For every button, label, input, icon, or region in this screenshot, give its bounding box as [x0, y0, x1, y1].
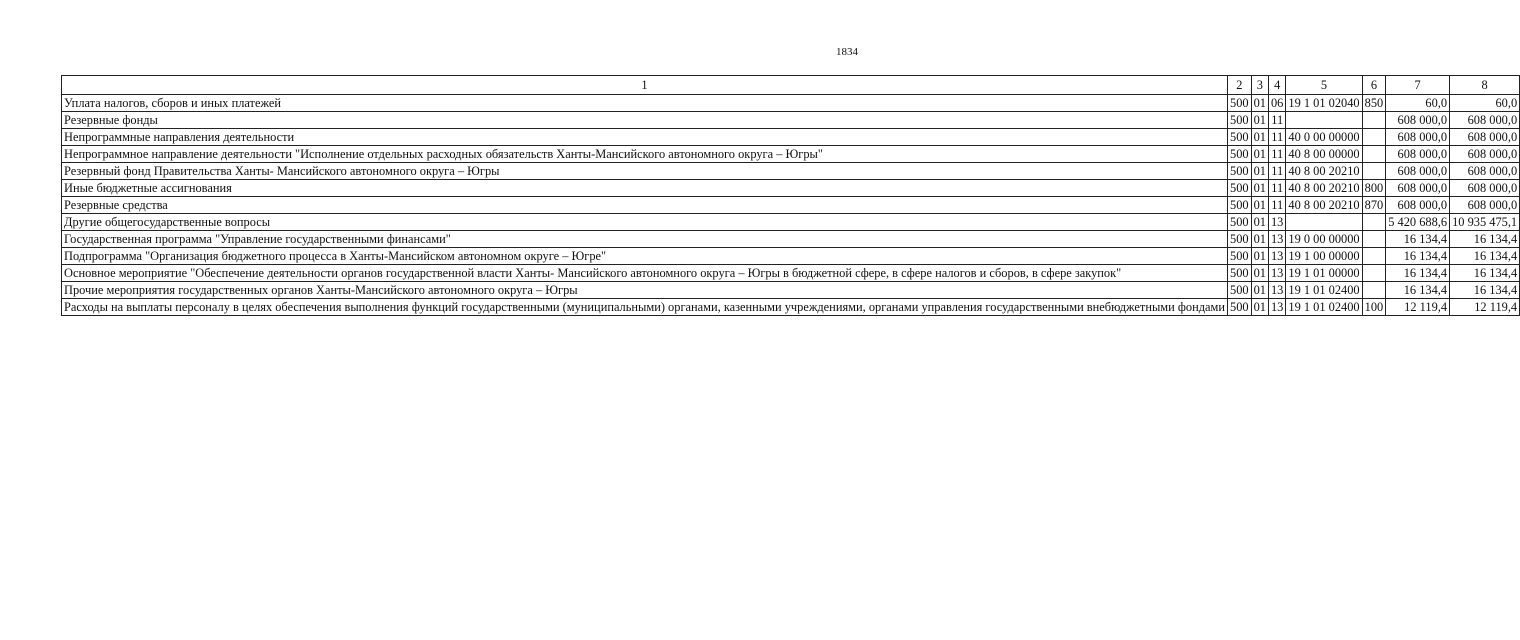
subsection-cell: 11 [1268, 129, 1285, 146]
table-header-row [62, 76, 1520, 95]
target-article-cell: 19 1 01 02040 [1286, 95, 1362, 112]
code-cell: 500 [1228, 197, 1252, 214]
table-row [62, 231, 1520, 248]
expense-type-cell [1362, 248, 1386, 265]
section-cell: 01 [1251, 112, 1268, 129]
amount-col-8-cell: 608 000,0 [1450, 180, 1520, 197]
target-article-cell [1286, 112, 1362, 129]
section-cell: 01 [1251, 146, 1268, 163]
code-cell: 500 [1228, 163, 1252, 180]
amount-col-8-cell: 16 134,4 [1450, 282, 1520, 299]
target-article-cell: 19 1 01 00000 [1286, 265, 1362, 282]
code-cell: 500 [1228, 112, 1252, 129]
section-cell: 01 [1251, 299, 1268, 316]
section-cell: 01 [1251, 282, 1268, 299]
header-col-3: 3 [1251, 76, 1268, 95]
table-row [62, 265, 1520, 282]
expense-type-cell [1362, 282, 1386, 299]
amount-col-7-cell: 16 134,4 [1386, 282, 1450, 299]
subsection-cell: 11 [1268, 146, 1285, 163]
table-row [62, 146, 1520, 163]
header-col-2: 2 [1228, 76, 1252, 95]
target-article-cell: 19 1 01 02400 [1286, 299, 1362, 316]
expense-type-cell: 100 [1362, 299, 1386, 316]
section-cell: 01 [1251, 231, 1268, 248]
header-col-8: 8 [1450, 76, 1520, 95]
page-number: 1834 [836, 46, 858, 58]
header-col-7: 7 [1386, 76, 1450, 95]
target-article-cell: 40 8 00 00000 [1286, 146, 1362, 163]
amount-col-7-cell: 60,0 [1386, 95, 1450, 112]
expense-type-cell: 850 [1362, 95, 1386, 112]
header-col-5: 5 [1286, 76, 1362, 95]
target-article-cell: 19 1 01 02400 [1286, 282, 1362, 299]
subsection-cell: 13 [1268, 214, 1285, 231]
subsection-cell: 06 [1268, 95, 1285, 112]
expense-type-cell: 800 [1362, 180, 1386, 197]
row-name-cell: Резервный фонд Правительства Ханты- Мансийского автономного округа – Югры [62, 163, 1228, 180]
amount-col-8-cell: 16 134,4 [1450, 265, 1520, 282]
code-cell: 500 [1228, 146, 1252, 163]
row-name-cell: Подпрограмма "Организация бюджетного процесса в Ханты-Мансийском автономном округе – Югре" [62, 248, 1228, 265]
expense-type-cell [1362, 265, 1386, 282]
section-cell: 01 [1251, 129, 1268, 146]
table-row [62, 214, 1520, 231]
code-cell: 500 [1228, 95, 1252, 112]
row-name-cell: Иные бюджетные ассигнования [62, 180, 1228, 197]
expense-type-cell [1362, 129, 1386, 146]
subsection-cell: 11 [1268, 112, 1285, 129]
code-cell: 500 [1228, 248, 1252, 265]
amount-col-8-cell: 16 134,4 [1450, 248, 1520, 265]
amount-col-7-cell: 608 000,0 [1386, 112, 1450, 129]
amount-col-7-cell: 608 000,0 [1386, 197, 1450, 214]
target-article-cell [1286, 214, 1362, 231]
header-col-6: 6 [1362, 76, 1386, 95]
code-cell: 500 [1228, 180, 1252, 197]
amount-col-8-cell: 608 000,0 [1450, 197, 1520, 214]
amount-col-8-cell: 608 000,0 [1450, 163, 1520, 180]
amount-col-7-cell: 12 119,4 [1386, 299, 1450, 316]
expense-type-cell [1362, 163, 1386, 180]
row-name-cell: Другие общегосударственные вопросы [62, 214, 1228, 231]
target-article-cell: 40 8 00 20210 [1286, 180, 1362, 197]
row-name-cell: Государственная программа "Управление государственными финансами" [62, 231, 1228, 248]
table-row [62, 180, 1520, 197]
code-cell: 500 [1228, 129, 1252, 146]
section-cell: 01 [1251, 214, 1268, 231]
amount-col-8-cell: 12 119,4 [1450, 299, 1520, 316]
row-name-cell: Уплата налогов, сборов и иных платежей [62, 95, 1228, 112]
amount-col-7-cell: 16 134,4 [1386, 265, 1450, 282]
row-name-cell: Основное мероприятие "Обеспечение деятельности органов государственной власти Ханты- Мансийского автономного округа – Югры в бюджетной сфере, в сфере налогов и сборов, в сфере закупок" [62, 265, 1228, 282]
target-article-cell: 19 1 00 00000 [1286, 248, 1362, 265]
header-col-1: 1 [62, 76, 1228, 95]
header-col-4: 4 [1268, 76, 1285, 95]
code-cell: 500 [1228, 282, 1252, 299]
table-row [62, 197, 1520, 214]
amount-col-8-cell: 16 134,4 [1450, 231, 1520, 248]
section-cell: 01 [1251, 248, 1268, 265]
amount-col-8-cell: 608 000,0 [1450, 112, 1520, 129]
section-cell: 01 [1251, 197, 1268, 214]
table-row [62, 112, 1520, 129]
amount-col-7-cell: 608 000,0 [1386, 146, 1450, 163]
code-cell: 500 [1228, 231, 1252, 248]
row-name-cell: Прочие мероприятия государственных органов Ханты-Мансийского автономного округа – Югры [62, 282, 1228, 299]
subsection-cell: 13 [1268, 265, 1285, 282]
code-cell: 500 [1228, 265, 1252, 282]
subsection-cell: 11 [1268, 180, 1285, 197]
subsection-cell: 13 [1268, 282, 1285, 299]
amount-col-7-cell: 16 134,4 [1386, 231, 1450, 248]
section-cell: 01 [1251, 180, 1268, 197]
code-cell: 500 [1228, 299, 1252, 316]
subsection-cell: 13 [1268, 248, 1285, 265]
row-name-cell: Резервные фонды [62, 112, 1228, 129]
row-name-cell: Непрограммные направления деятельности [62, 129, 1228, 146]
amount-col-7-cell: 16 134,4 [1386, 248, 1450, 265]
row-name-cell: Непрограммное направление деятельности "Исполнение отдельных расходных обязательств Ханты-Мансийского автономного округа – Югры" [62, 146, 1228, 163]
table-row [62, 129, 1520, 146]
target-article-cell: 40 0 00 00000 [1286, 129, 1362, 146]
row-name-cell: Резервные средства [62, 197, 1228, 214]
amount-col-8-cell: 608 000,0 [1450, 129, 1520, 146]
amount-col-7-cell: 608 000,0 [1386, 163, 1450, 180]
amount-col-7-cell: 608 000,0 [1386, 180, 1450, 197]
subsection-cell: 13 [1268, 299, 1285, 316]
table-row [62, 299, 1520, 316]
section-cell: 01 [1251, 95, 1268, 112]
target-article-cell: 40 8 00 20210 [1286, 163, 1362, 180]
row-name-cell: Расходы на выплаты персоналу в целях обеспечения выполнения функций государственными (муниципальными) органами, казенными учреждениями, органами управления государственными внебюджетными фондами [62, 299, 1228, 316]
expense-type-cell: 870 [1362, 197, 1386, 214]
budget-table [61, 75, 1520, 316]
amount-col-8-cell: 10 935 475,1 [1450, 214, 1520, 231]
table-row [62, 248, 1520, 265]
amount-col-8-cell: 60,0 [1450, 95, 1520, 112]
subsection-cell: 11 [1268, 163, 1285, 180]
section-cell: 01 [1251, 265, 1268, 282]
section-cell: 01 [1251, 163, 1268, 180]
expense-type-cell [1362, 214, 1386, 231]
table-row [62, 163, 1520, 180]
subsection-cell: 11 [1268, 197, 1285, 214]
table-row [62, 95, 1520, 112]
code-cell: 500 [1228, 214, 1252, 231]
amount-col-7-cell: 608 000,0 [1386, 129, 1450, 146]
subsection-cell: 13 [1268, 231, 1285, 248]
table-row [62, 282, 1520, 299]
expense-type-cell [1362, 112, 1386, 129]
target-article-cell: 19 0 00 00000 [1286, 231, 1362, 248]
target-article-cell: 40 8 00 20210 [1286, 197, 1362, 214]
amount-col-7-cell: 5 420 688,6 [1386, 214, 1450, 231]
expense-type-cell [1362, 146, 1386, 163]
expense-type-cell [1362, 231, 1386, 248]
amount-col-8-cell: 608 000,0 [1450, 146, 1520, 163]
